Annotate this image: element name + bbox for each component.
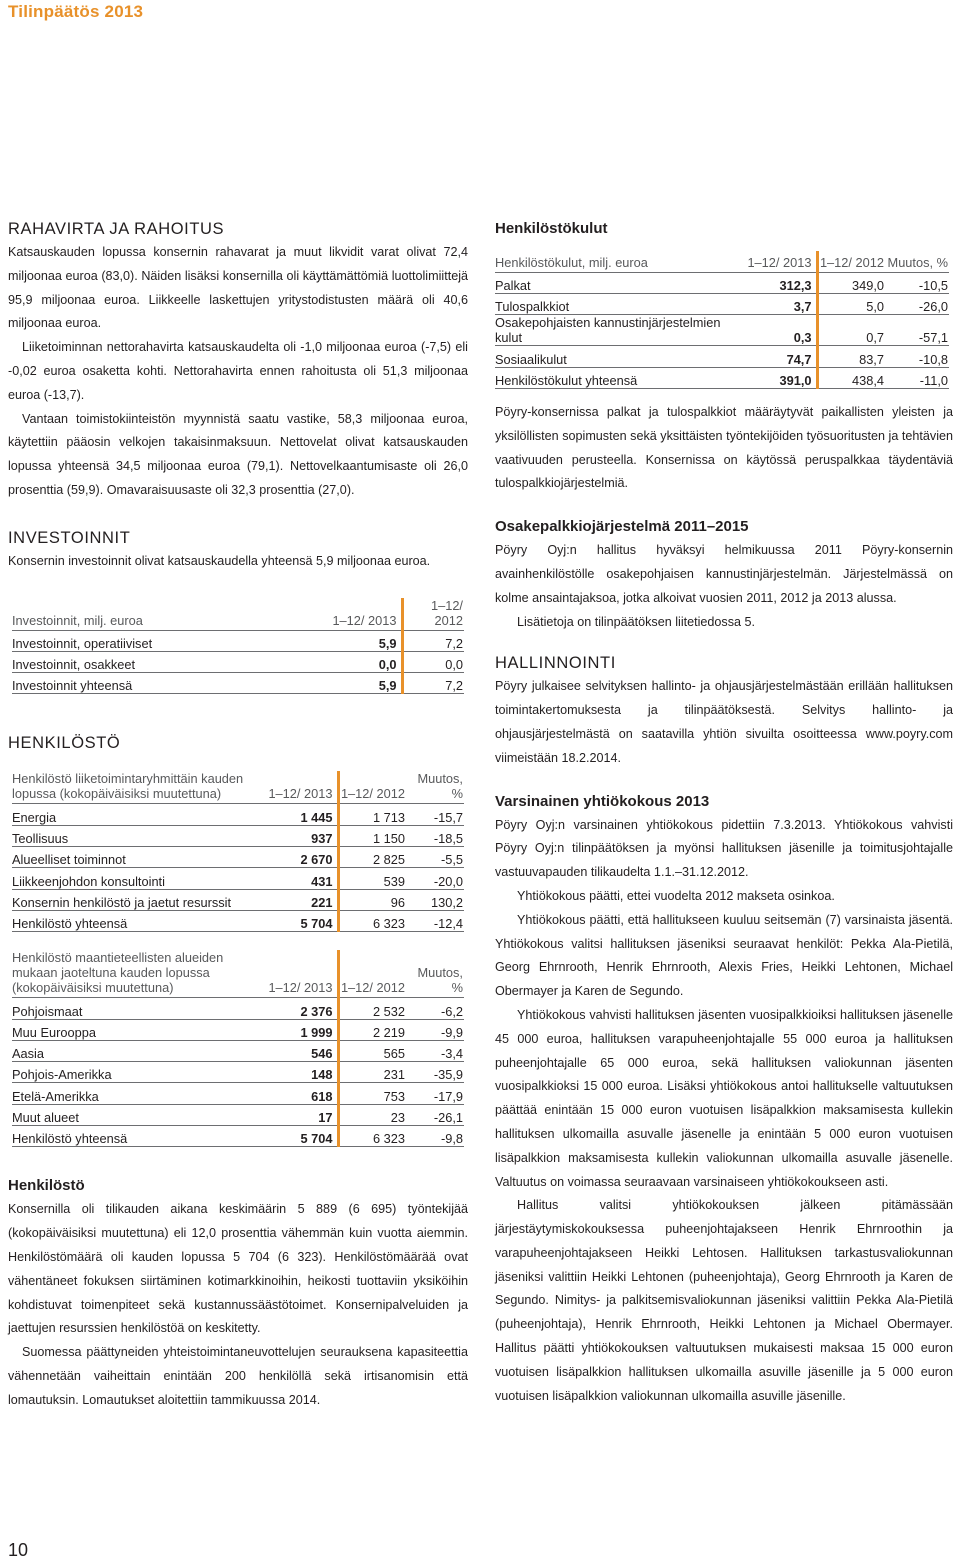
- table-header-cell: 1–12/ 2012: [338, 950, 406, 998]
- table-cell-label: Etelä-Amerikka: [12, 1083, 268, 1104]
- table-cell: -26,1: [406, 1104, 464, 1125]
- section-heading-hallinnointi: HALLINNOINTI: [495, 654, 616, 673]
- table-header-row: [12, 771, 464, 804]
- table-cell: 1 150: [338, 825, 406, 846]
- table-cell-label: Teollisuus: [12, 825, 268, 846]
- table-row: [12, 1126, 464, 1147]
- table-cell: 1 445: [268, 804, 338, 825]
- table-cell: 0,3: [747, 315, 817, 346]
- table-header-cell: 1–12/ 2013: [268, 771, 338, 804]
- table-cell-label: Tulospalkkiot: [495, 294, 747, 315]
- table-cell: 0,7: [817, 315, 885, 346]
- table-cell: 546: [268, 1040, 338, 1061]
- table-cell: 0,0: [402, 651, 464, 672]
- table-row: [12, 1040, 464, 1061]
- table-cell-label: Aasia: [12, 1040, 268, 1061]
- table-cell: -35,9: [406, 1062, 464, 1083]
- table-cell: 17: [268, 1104, 338, 1125]
- table-cell-label: Palkat: [495, 272, 747, 293]
- table-cell: 7,2: [402, 630, 464, 651]
- table-cell: 3,7: [747, 294, 817, 315]
- personnel-expenses-table: [495, 251, 949, 389]
- table-cell-label: Konsernin henkilöstö ja jaetut resurssit: [12, 889, 268, 910]
- table-row: [12, 998, 464, 1019]
- table-row: [12, 630, 464, 651]
- osakepalkkio-paragraph-1: Pöyry Oyj:n hallitus hyväksyi helmikuussa 2011 Pöyry-konsernin avainhenkilöstölle osakepohjaisen kannustinjärjestelmän. Järjestelmässä on kolme ansaintajaksoa, jotka alkoivat vuosien 2011, 2012 ja 2013 alussa.: [495, 543, 953, 605]
- table-cell: -20,0: [406, 868, 464, 889]
- investoinnit-paragraph-1: Konsernin investoinnit olivat katsauskaudella yhteensä 5,9 miljoonaa euroa.: [8, 553, 431, 568]
- table-header-cell: 1–12/ 2012: [402, 598, 464, 631]
- table-header-cell: 1–12/ 2012: [338, 771, 406, 804]
- yhtiokokous-paragraph-1: Pöyry Oyj:n varsinainen yhtiökokous pidettiin 7.3.2013. Yhtiökokous vahvisti Pöyry Oyj:n tilinpäätöksen ja myönsi hallituksen jäsenille ja toimitusjohtajalle vastuuvapauden tilikaudelta 1.1.–31.12.2012.: [495, 817, 953, 880]
- table-header-row: [12, 598, 464, 631]
- table-cell: 96: [338, 889, 406, 910]
- table-cell: 23: [338, 1104, 406, 1125]
- table-row: [495, 315, 949, 346]
- table-row: [12, 1104, 464, 1125]
- table-row: [12, 1083, 464, 1104]
- table-cell: 5,9: [324, 673, 402, 694]
- table-header-cell: 1–12/ 2013: [268, 950, 338, 998]
- section-heading-osakepalkkio: Osakepalkkiojärjestelmä 2011–2015: [495, 518, 749, 536]
- table-cell: 5,0: [817, 294, 885, 315]
- table-header-label: Henkilöstö maantieteellisten alueiden mukaan jaoteltuna kauden lopussa (kokopäiväisiksi muutettuna): [12, 950, 268, 998]
- section-heading-henkilosto: HENKILÖSTÖ: [8, 734, 121, 753]
- table-cell: 5 704: [268, 1126, 338, 1147]
- table-row: [12, 651, 464, 672]
- table-row: [12, 847, 464, 868]
- table-cell: -11,0: [885, 367, 949, 388]
- hallinnointi-paragraph-1: Pöyry julkaisee selvityksen hallinto- ja ohjausjärjestelmästään erillään hallituksen toimintakertomuksesta ja tilinpäätöksestä. Selvitys hallinto- ja ohjausjärjestelmästä on saatavilla yhtiön sivuilta osoitteessa www.poyry.com viimeistään 18.2.2014.: [495, 679, 953, 765]
- table-header-label: Investoinnit, milj. euroa: [12, 598, 324, 631]
- table-row: [495, 346, 949, 367]
- personnel-by-business-table: [12, 771, 464, 932]
- table-cell: -10,5: [885, 272, 949, 293]
- table-cell: 5,9: [324, 630, 402, 651]
- henkilostokulut-paragraph-1: Pöyry-konsernissa palkat ja tulospalkkiot määräytyvät paikallisten yleisten ja yksilöllisten sopimusten sekä yksittäisten työntekijöiden työsuoritusten ja tehtävien vaativuuden perusteella. Konsernissa on käytössä peruspalkkaa täydentäviä tulospalkkiojärjestelmiä.: [495, 404, 953, 491]
- table-header-row: [12, 950, 464, 998]
- table-cell: 438,4: [817, 367, 885, 388]
- table-cell-label: Investoinnit yhteensä: [12, 673, 324, 694]
- table-row: [12, 1019, 464, 1040]
- table-cell: 6 323: [338, 1126, 406, 1147]
- table-cell: 221: [268, 889, 338, 910]
- table-cell-label: Pohjoismaat: [12, 998, 268, 1019]
- table-cell: 2 219: [338, 1019, 406, 1040]
- henkilosto-paragraph-2: Suomessa päättyneiden yhteistoimintaneuvottelujen seurauksena kapasiteettia vähennetään vaiheittain enintään 200 henkilöllä sekä irtisanomisin että lomautuksin. Lomautukset aloitettiin tammikuussa 2014.: [8, 1345, 468, 1407]
- table-cell-label: Alueelliset toiminnot: [12, 847, 268, 868]
- yhtiokokous-paragraph-4: Yhtiökokous vahvisti hallituksen jäsenten vuosipalkkioiksi hallituksen jäsenelle 45 000 euroa, hallituksen varapuheenjohtajalle 55 000 euroa ja hallituksen puheenjohtajalle 65 000 euroa, sekä hallituksen valiokunnan jäsenten vuosipalkkioksi 15 000 euroa. Lisäksi yhtiökokous antoi hallitukselle valtuutuksen päättää enintään 15 000 euron vuotuisen lisäpalkkion maksamisesta kullekin hallituksen ulkomailla asuvalle jäsenelle ja enintään 5 000 euron vuotuisen lisäpalkkion maksamisesta kullekin valiokunnan ulkomailla asuvalle jäsenelle. Valtuutus on voimassa seuraavaan varsinaiseen yhtiökokoukseen asti.: [495, 1007, 953, 1189]
- table-cell: 7,2: [402, 673, 464, 694]
- table-cell: 2 376: [268, 998, 338, 1019]
- table-cell: 753: [338, 1083, 406, 1104]
- table-row: [12, 1062, 464, 1083]
- table-cell-label: Investoinnit, operatiiviset: [12, 630, 324, 651]
- table-cell-label: Muu Eurooppa: [12, 1019, 268, 1040]
- table-cell: 5 704: [268, 910, 338, 931]
- table-row: [495, 367, 949, 388]
- table-cell: 2 825: [338, 847, 406, 868]
- table-cell: 1 713: [338, 804, 406, 825]
- table-header-cell: 1–12/ 2013: [747, 251, 817, 272]
- table-cell: -18,5: [406, 825, 464, 846]
- henkilosto-paragraph-1: Konsernilla oli tilikauden aikana keskimäärin 5 889 (6 695) työntekijää (kokopäiväisiksi muutettuna) eli 12,0 prosenttia vähemmän kuin vuotta aiemmin. Henkilöstömäärä oli kauden lopussa 5 704 (6 323). Henkilöstömäärää ovat vähentäneet fokuksen siirtäminen kotimarkkinoihin, heikosti tuottaviin yksiköihin kohdistuvat toimenpiteet sekä kustannussäästötoimet. Konsernipalveluiden ja jaettujen resurssien henkilöstöä on keskitetty.: [8, 1202, 468, 1336]
- table-cell-label: Henkilöstö yhteensä: [12, 1126, 268, 1147]
- table-header-label: Henkilöstö liiketoimintaryhmittäin kauden lopussa (kokopäiväisiksi muutettuna): [12, 771, 268, 804]
- table-cell-label: Liikkeenjohdon konsultointi: [12, 868, 268, 889]
- rahavirta-paragraph-1: Katsauskauden lopussa konsernin rahavarat ja muut likvidit varat olivat 72,4 miljoonaa euroa (83,0). Näiden lisäksi konsernilla oli käyttämättömiä luottolimiittejä 95,9 miljoonaa euroa. Liikkeelle laskettujen yritystodistusten määrä oli 40,6 miljoonaa euroa.: [8, 245, 468, 331]
- section-heading-rahavirta: RAHAVIRTA JA RAHOITUS: [8, 220, 225, 238]
- table-header-cell: 1–12/ 2013: [324, 598, 402, 631]
- table-header-row: [495, 251, 949, 272]
- personnel-by-region-table: [12, 950, 464, 1147]
- rahavirta-paragraph-2: Liiketoiminnan nettorahavirta katsauskaudelta oli -1,0 miljoonaa euroa (-7,5) eli -0,02 euroa osaketta kohti. Nettorahavirta ennen rahoitusta oli 51,3 miljoonaa euroa (-13,7).: [8, 340, 468, 402]
- table-cell: -12,4: [406, 910, 464, 931]
- table-row: [12, 868, 464, 889]
- table-cell: -10,8: [885, 346, 949, 367]
- yhtiokokous-paragraph-2: Yhtiökokous päätti, ettei vuodelta 2012 makseta osinkoa.: [517, 888, 835, 903]
- table-cell-label: Investoinnit, osakkeet: [12, 651, 324, 672]
- table-row: [12, 889, 464, 910]
- table-cell: 6 323: [338, 910, 406, 931]
- table-cell: -9,8: [406, 1126, 464, 1147]
- table-cell: -5,5: [406, 847, 464, 868]
- section-heading-henkilostokulut: Henkilöstökulut: [495, 220, 608, 237]
- table-cell: 431: [268, 868, 338, 889]
- table-header-label: Henkilöstökulut, milj. euroa: [495, 251, 747, 272]
- table-cell: 74,7: [747, 346, 817, 367]
- page-number: 10: [8, 1540, 29, 1560]
- table-header-cell: Muutos, %: [406, 950, 464, 998]
- osakepalkkio-paragraph-2: Lisätietoja on tilinpäätöksen liitetiedossa 5.: [517, 614, 756, 629]
- table-cell: 231: [338, 1062, 406, 1083]
- table-cell: -26,0: [885, 294, 949, 315]
- table-cell-label: Osakepohjaisten kannustinjärjestelmien kulut: [495, 315, 747, 346]
- table-header-cell: 1–12/ 2012: [817, 251, 885, 272]
- table-cell: -17,9: [406, 1083, 464, 1104]
- table-cell: 391,0: [747, 367, 817, 388]
- table-cell-label: Pohjois-Amerikka: [12, 1062, 268, 1083]
- table-cell: 618: [268, 1083, 338, 1104]
- table-cell: 0,0: [324, 651, 402, 672]
- table-row: [12, 910, 464, 931]
- table-cell: 148: [268, 1062, 338, 1083]
- section-heading-investoinnit: INVESTOINNIT: [8, 528, 131, 547]
- table-cell: 1 999: [268, 1019, 338, 1040]
- table-cell: 539: [338, 868, 406, 889]
- section-heading-yhtiokokous: Varsinainen yhtiökokous 2013: [495, 792, 710, 810]
- table-cell-label: Henkilöstö yhteensä: [12, 910, 268, 931]
- rahavirta-paragraph-3: Vantaan toimistokiinteistön myynnistä saatu vastike, 58,3 miljoonaa euroa, käytettiin pääosin velkojen takaisinmaksuun. Nettovelat olivat katsauskauden lopussa yhteensä 34,5 miljoonaa euroa (79,1). Nettovelkaantumisaste oli 26,0 prosenttia (59,9). Omavaraisuusaste oli 32,3 prosenttia (27,0).: [8, 411, 468, 497]
- table-cell-label: Muut alueet: [12, 1104, 268, 1125]
- table-cell: 2 670: [268, 847, 338, 868]
- table-cell: -3,4: [406, 1040, 464, 1061]
- table-cell: -6,2: [406, 998, 464, 1019]
- investments-table: [12, 598, 464, 695]
- yhtiokokous-paragraph-3: Yhtiökokous päätti, että hallitukseen kuuluu seitsemän (7) varsinaista jäsentä. Yhtiökokous valitsi hallituksen jäseniksi seuraavat henkilöt: Pekka Ala-Pietilä, Georg Ehrnrooth, Henrik Ehrnrooth, Alexis Fries, Heikki Lehtonen, Michael Obermayer ja Karen de Segundo.: [495, 912, 953, 999]
- table-cell-label: Energia: [12, 804, 268, 825]
- table-cell: 83,7: [817, 346, 885, 367]
- table-cell: 565: [338, 1040, 406, 1061]
- table-cell: -9,9: [406, 1019, 464, 1040]
- table-header-cell: Muutos, %: [406, 771, 464, 804]
- table-row: [12, 673, 464, 694]
- table-cell-label: Sosiaalikulut: [495, 346, 747, 367]
- table-cell: 937: [268, 825, 338, 846]
- document-header-title: Tilinpäätös 2013: [8, 2, 144, 21]
- table-cell: 2 532: [338, 998, 406, 1019]
- table-row: [12, 825, 464, 846]
- table-cell: 349,0: [817, 272, 885, 293]
- table-cell: 312,3: [747, 272, 817, 293]
- yhtiokokous-paragraph-5: Hallitus valitsi yhtiökokouksen jälkeen pitämässään järjestäytymiskokouksessa puheenjohtajakseen Henrik Ehrnroothin ja varapuheenjohtajakseen Heikki Lehtosen. Hallituksen tarkastusvaliokunnan jäseniksi valittiin Heikki Lehtonen (puheenjohtaja), Georg Ehrnrooth ja Karen de Segundo. Nimitys- ja palkitsemisvaliokunnan jäseniksi valittiin Pekka Ala-Pietilä (puheenjohtaja), Henrik Ehrnrooth, Heikki Lehtonen ja Michael Obermayer. Hallitus päätti yhtiökokouksen valtuutuksen mukaisesti maksaa 15 000 euron vuotuisen lisäpalkkion hallituksen ulkomailla asuville jäsenille ja 5 000 euron vuotuisen lisäpalkkion valiokunnan ulkomailla asuville jäsenille.: [495, 1198, 953, 1403]
- table-row: [12, 804, 464, 825]
- table-header-cell: Muutos, %: [885, 251, 949, 272]
- left-column: [8, 220, 468, 1412]
- subsection-heading-henkilosto: Henkilöstö: [8, 1177, 85, 1195]
- table-cell-label: Henkilöstökulut yhteensä: [495, 367, 747, 388]
- table-row: [495, 294, 949, 315]
- right-column: [495, 220, 953, 1408]
- table-cell: -15,7: [406, 804, 464, 825]
- table-row: [495, 272, 949, 293]
- table-cell: -57,1: [885, 315, 949, 346]
- table-cell: 130,2: [406, 889, 464, 910]
